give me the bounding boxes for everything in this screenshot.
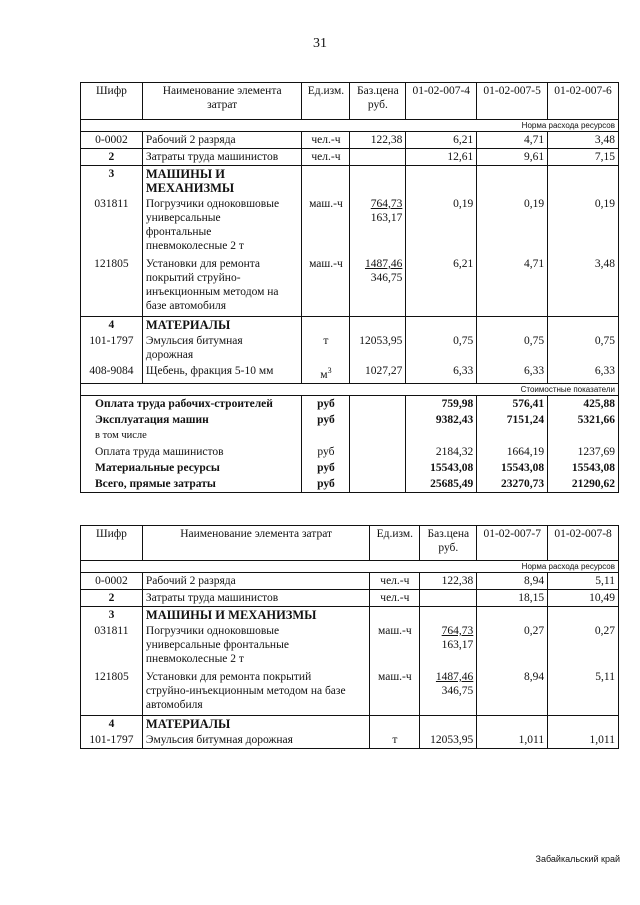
header-price: Баз.цена руб. [420,526,477,561]
norm-label: Норма расхода ресурсов [81,120,619,132]
row-price: 1487,46 346,75 [350,256,406,317]
row-value: 6,33 [406,363,477,383]
row-value: 4,71 [477,256,548,317]
table-row [81,149,619,166]
row-value: 4,71 [477,132,548,149]
row-unit: маш.-ч [302,196,350,256]
cost-row [81,444,619,460]
cost-name: Всего, прямые затраты [81,476,302,493]
page-number: 31 [313,36,327,51]
section-header-machines [81,607,619,624]
row-value: 7,15 [548,149,619,166]
cost-name: Материальные ресурсы [81,460,302,476]
row-unit: маш.-ч [370,623,420,669]
row-code: 101-1797 [81,732,143,749]
cost-unit: руб [302,476,350,493]
row-value: 3,48 [548,256,619,317]
section-number: 4 [81,716,143,733]
row-unit: т [370,732,420,749]
section-title: МАШИНЫ И МЕХАНИЗМЫ [142,166,302,197]
norm-label-row [81,561,619,573]
cost-row [81,395,619,412]
header-unit: Ед.изм. [302,83,350,120]
row-name: Затраты труда машинистов [142,149,302,166]
row-price: 122,38 [420,573,477,590]
row-value: 6,21 [406,256,477,317]
row-code: 0-0002 [81,573,143,590]
cost-value: 15543,08 [477,460,548,476]
row-value: 8,94 [477,573,548,590]
header-code: Шифр [81,526,143,561]
header-unit: Ед.изм. [370,526,420,561]
section-number: 3 [81,607,143,624]
row-value: 0,19 [406,196,477,256]
row-name: Щебень, фракция 5-10 мм [142,363,302,383]
section-title: МАТЕРИАЛЫ [142,317,302,334]
row-unit: маш.-ч [370,669,420,716]
cost-value: 7151,24 [477,412,548,428]
cost-unit: руб [302,395,350,412]
row-value: 1,011 [548,732,619,749]
row-price: 1027,27 [350,363,406,383]
table-row [81,590,619,607]
row-value: 18,15 [477,590,548,607]
cost-unit: руб [302,412,350,428]
cost-row [81,476,619,493]
row-name: Затраты труда машинистов [142,590,369,607]
footer-region: Забайкальский край [535,854,620,864]
row-name: Эмульсия битумная дорожная [142,333,302,363]
table-row [81,669,619,716]
cost-value: 1237,69 [548,444,619,460]
row-unit: чел.-ч [370,573,420,590]
row-name: Эмульсия битумная дорожная [142,732,369,749]
row-name: Установки для ремонта покрытий струйно-инъекционным методом на базе автомобиля [142,669,369,716]
cost-value: 23270,73 [477,476,548,493]
row-value: 10,49 [548,590,619,607]
section-header-machines [81,166,619,197]
section-header-materials [81,716,619,733]
row-code: 408-9084 [81,363,143,383]
row-code: 121805 [81,669,143,716]
row-value: 6,21 [406,132,477,149]
header-name: Наименование элемента затрат [142,526,369,561]
row-unit: чел.-ч [370,590,420,607]
row-price: 764,73 163,17 [350,196,406,256]
table-row [81,732,619,749]
table-header [81,83,619,120]
cost-row [81,412,619,428]
row-value: 0,19 [477,196,548,256]
cost-label: Стоимостные показатели [81,383,619,395]
table-row [81,196,619,256]
cost-unit: руб [302,444,350,460]
row-price [420,590,477,607]
row-value: 6,33 [548,363,619,383]
header-col-2: 01-02-007-8 [548,526,619,561]
header-col-1: 01-02-007-7 [477,526,548,561]
cost-value: 21290,62 [548,476,619,493]
cost-value: 1664,19 [477,444,548,460]
row-code: 031811 [81,196,143,256]
row-price: 12053,95 [350,333,406,363]
norm-label-row [81,120,619,132]
row-name: Рабочий 2 разряда [142,132,302,149]
cost-value: 2184,32 [406,444,477,460]
table-header [81,526,619,561]
resource-table-1 [80,82,619,493]
row-code: 121805 [81,256,143,317]
row-value: 8,94 [477,669,548,716]
row-value: 5,11 [548,573,619,590]
cost-value: 25685,49 [406,476,477,493]
row-name: Установки для ремонта покрытий струйно- инъекционным методом на базе автомобиля [142,256,302,317]
cost-name: Оплата труда рабочих-строителей [81,395,302,412]
section-number: 4 [81,317,143,334]
cost-name: Оплата труда машинистов [81,444,302,460]
row-code: 031811 [81,623,143,669]
row-value: 6,33 [477,363,548,383]
cost-value: 9382,43 [406,412,477,428]
cost-unit: руб [302,460,350,476]
cost-row [81,428,619,444]
section-header-materials [81,317,619,334]
header-col-2: 01-02-007-5 [477,83,548,120]
row-value: 3,48 [548,132,619,149]
row-unit: чел.-ч [302,149,350,166]
cost-value: 425,88 [548,395,619,412]
row-name: Погрузчики одноковшовые универсальные фронтальные пневмоколесные 2 т [142,623,369,669]
table-row [81,333,619,363]
row-price: 12053,95 [420,732,477,749]
cost-value: 15543,08 [548,460,619,476]
row-value: 9,61 [477,149,548,166]
row-code: 2 [81,590,143,607]
row-value: 0,75 [406,333,477,363]
section-title: МАТЕРИАЛЫ [142,716,369,733]
row-unit: маш.-ч [302,256,350,317]
header-code: Шифр [81,83,143,120]
row-code: 2 [81,149,143,166]
row-value: 0,27 [548,623,619,669]
resource-table-2 [80,525,619,749]
row-price [350,149,406,166]
cost-value: 15543,08 [406,460,477,476]
row-code: 101-1797 [81,333,143,363]
row-value: 5,11 [548,669,619,716]
cost-row [81,460,619,476]
table-row [81,573,619,590]
table-row [81,623,619,669]
cost-value: 576,41 [477,395,548,412]
row-value: 12,61 [406,149,477,166]
table-row [81,256,619,317]
row-unit: т [302,333,350,363]
row-value: 0,27 [477,623,548,669]
section-title: МАШИНЫ И МЕХАНИЗМЫ [142,607,369,624]
row-name: Рабочий 2 разряда [142,573,369,590]
row-value: 0,19 [548,196,619,256]
header-col-1: 01-02-007-4 [406,83,477,120]
row-value: 0,75 [548,333,619,363]
row-price: 122,38 [350,132,406,149]
row-name: Погрузчики одноковшовые универсальные фронтальные пневмоколесные 2 т [142,196,302,256]
cost-value: 759,98 [406,395,477,412]
header-col-3: 01-02-007-6 [548,83,619,120]
table-row [81,363,619,383]
row-value: 0,75 [477,333,548,363]
row-unit: $м^3$ [302,363,350,383]
row-price: 1487,46 346,75 [420,669,477,716]
row-unit: чел.-ч [302,132,350,149]
cost-name: Эксплуатация машин [81,412,302,428]
table-row [81,132,619,149]
row-code: 0-0002 [81,132,143,149]
cost-name: в том числе [81,428,302,444]
header-name: Наименование элемента затрат [142,83,302,120]
cost-label-row [81,383,619,395]
section-number: 3 [81,166,143,197]
norm-label: Норма расхода ресурсов [81,561,619,573]
header-price: Баз.цена руб. [350,83,406,120]
cost-value: 5321,66 [548,412,619,428]
row-price: 764,73 163,17 [420,623,477,669]
row-value: 1,011 [477,732,548,749]
